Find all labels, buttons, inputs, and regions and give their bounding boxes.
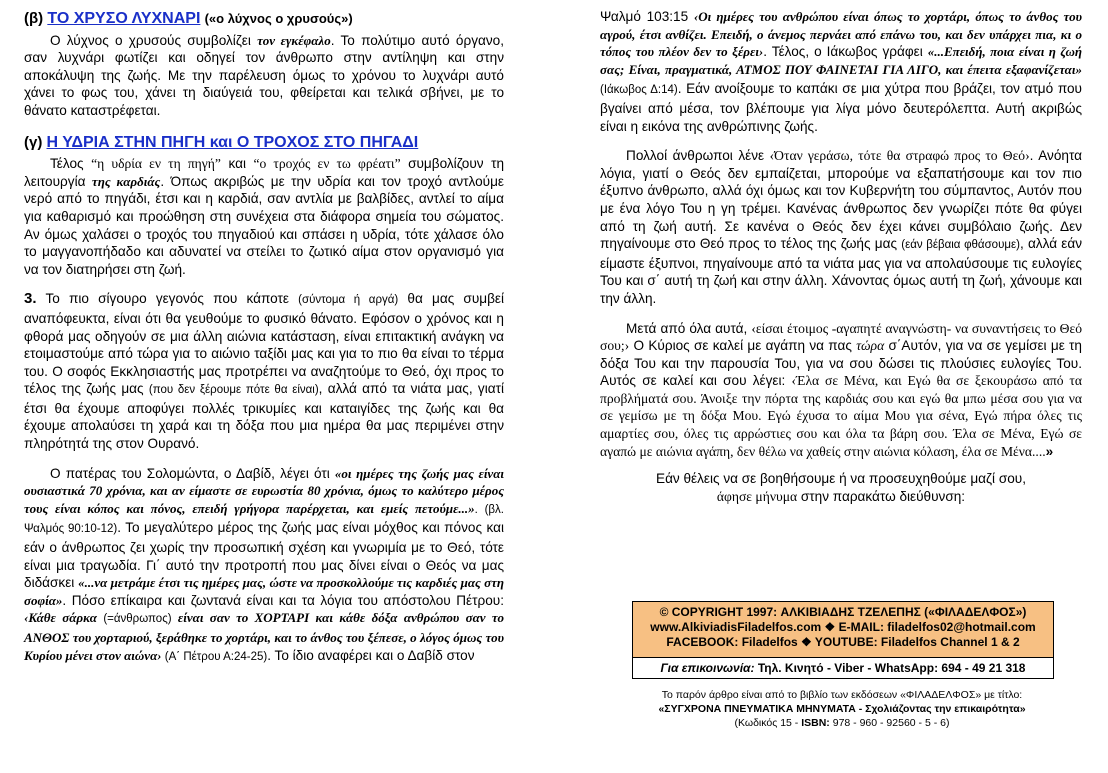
section-g-number: (γ) [24,133,43,151]
left-column [24,8,504,666]
social-line: FACEBOOK: Filadelfos ❖ YOUTUBE: Filadelfos Channel 1 & 2 [666,635,1020,649]
book-note-title: «ΣΥΓΧΡΟΝΑ ΠΝΕΥΜΑΤΙΚΑ ΜΗΝΥΜΑΤΑ - Σχολιάζοντας την επικαιρότητα» [658,703,1026,715]
book-note [632,688,1052,730]
section-b-paragraph: Ο λύχνος ο χρυσούς συμβολίζει τον εγκέφαλο. Το πολύτιμο αυτό όργανο, σαν λυχνάρι φωτίζει και οδηγεί τον άνθρωπο στην αντίληψη και στην αποκάλυψη της ζωής. Με την παρέλευση όμως το χρόνου το λυχνάρι αυτό χάνει το φως του, χάνει τη διαύγειά του, φθείρεται και τελικά σβήνει, με το θάνατο καταστρέφεται. [24,32,505,118]
right-paragraph-3: Μετά από όλα αυτά, ‹είσαι έτοιμος -αγαπητέ αναγνώστη- να συναντήσεις το Θεό σου;› Ο Κύριος σε καλεί με αγάπη να πας τώρα σ΄Αυτόν, για να σε γεμίσει με τη δόξα Του και την παρουσία Του, για να σου δώσει τις πλούσιες ευλογίες Του. Αυτός σε καλεί και σου λέγει: ‹Έλα σε Μένα, και Εγώ θα σε ξεκουράσω από τα προβλήματά σου. Άνοιξε την πόρτα της καρδιάς σου και εγώ θα μπω μέσα σου για να σε γεμίσω με τη δόξα Μου. Εγώ έχυσα το αίμα Μου για σένα, Εγώ πήρα όλες τις αμαρτίες σου, όλες τις αρρώστιες σου και όλα τα βάρη σου. Έλα σε Μένα, Εγώ σε αγαπώ με αιώνια αγάπη, δεν θέλω να χαθείς στην αιώνια κόλαση, έλα σε Μένα....» [600,320,1082,459]
section-g-paragraph: Τέλος “η υδρία εν τη πηγή” και “ο τροχός εν τω φρέατι” συμβολίζουν τη λειτουργία της καρδιάς. Όπως ακριβώς με την υδρία και τον τροχό αντλούμε νερό από το πηγάδι, έτσι και η καρδιά, σαν αντλία με βαλβίδες, αντλεί το αίμα για καθαρισμό και προώθηση στη συνέχεια στα διάφορα σημεία του σώματος. Αν όμως χαλάσει ο τροχός του πηγαδιού και σπάσει η υδρία, τότε χάλασε όλο το μαγγανοπήδαδο και αδυνατεί να στείλει το ζωτικό αίμα στον οργανισμό για να τον διατηρήσει στη ζωή. [24,156,505,277]
section-b-title: ΤΟ ΧΡΥΣΟ ΛΥΧΝΑΡΙ [47,10,201,27]
contact-box [632,601,1054,679]
copyright-line: © COPYRIGHT 1997: ΑΛΚΙΒΙΑΔΗΣ ΤΖΕΛΕΠΗΣ («ΦΙΛΑΔΕΛΦΟΣ») [659,605,1027,619]
help-line-1: Εάν θέλεις να σε βοηθήσουμε ή να προσευχηθούμε μαζί σου, [656,471,1026,487]
website-email-line: www.AlkiviadisFiladelfos.com ❖ E-MAIL: filadelfos02@hotmail.com [650,620,1036,634]
section-g-title: Η ΥΔΡΙΑ ΣΤΗΝ ΠΗΓΗ και Ο ΤΡΟΧΟΣ ΣΤΟ ΠΗΓΑΔΙ [46,133,419,151]
paragraph-3: 3. Το πιο σίγουρο γεγονός που κάποτε (σύντομα ή αργά) θα μας συμβεί αναπόφευκτα, είναι ότι θα γευθούμε το φυσικό θάνατο. Εφόσον ο χρόνος και η φθορά μας οδηγούν σε μια άλλη αιώνια κατάσταση, είναι επιτακτική ανάγκη να ετοιμαστούμε από τώρα για το αιώνιο ταξίδι μας και για το πιο θα είναι το τέρμα του. Ο σοφός Εκκλησιαστής μας προτρέπει να αναζητούμε το Θεό, όχι προς το τέλος της ζωής μας (που δεν ξέρουμε πότε θα είναι), αλλά από τα νιάτα μας, γιατί έτσι θα έχουμε αποφύγει πολλές τρικυμίες και καταιγίδες της ζωής και θα έχουμε απολαύσει τη χαρά και τη δόξα που μια ημέρα θα μας περιμένει στην πληρότητά της στον Ουρανό. [24,290,505,452]
contact-phone-line: Για επικοινωνία: Τηλ. Κινητό - Viber - WhatsApp: 694 - 49 21 318 [633,657,1053,678]
paragraph-4: Ο πατέρας του Σολομώντα, ο Δαβίδ, λέγει ότι «οι ημέρες της ζωής μας είναι ουσιαστικά 70 χρόνια, και αν είμαστε σε ευρωστία 80 χρόνια, όμως το καλύτερο μέρος τους είναι κόπος και πόνος, επειδή γρήγορα παρέρχεται, και εμείς πετούμε...». (βλ. Ψαλμός 90:10-12). Το μεγαλύτερο μέρος της ζωής μας είναι μόχθος και πόνος και εάν ο άνθρωπος ζει χωρίς την προσωπική σχέση και γνωριμία με το Θεό, τότε είναι μια τραγωδία. Γι΄ αυτό την προτροπή που μας δίνει είναι ο Θεός να μας διδάσκει «...να μετράμε έτσι τις ημέρες μας, ώστε να προσκολλούμε τις καρδιές μας στη σοφία». Πόσο επίκαιρα και ζωντανά είναι και τα λόγια του απόστολου Πέτρου: ‹Κάθε σάρκα (=άνθρωπος) είναι σαν το ΧΟΡΤΑΡΙ και κάθε δόξα ανθρώπου σαν το ΑΝΘΟΣ του χορταριού, ξεράθηκε το χορτάρι, και το άνθος του ξέπεσε, ο λόγος όμως του Κυρίου μένει στον αιώνα› (Α΄ Πέτρου Α:24-25). Το ίδιο αναφέρει και ο Δαβίδ στον [24,465,505,663]
right-paragraph-1: Ψαλμό 103:15 ‹Οι ημέρες του ανθρώπου είναι όπως το χορτάρι, όπως το άνθος του αγρού, έτσι ανθίζει. Επειδή, ο άνεμος περνάει από επάνω του, και δεν υπάρχει πια, κι ο τόπος του πλέον δεν το ξέρει›. Τέλος, ο Ιάκωβος γράφει «...Επειδή, ποια είναι η ζωή σας; Είναι, πραγματικά, ΑΤΜΟΣ ΠΟΥ ΦΑΙΝΕΤΑΙ ΓΙΑ ΛΙΓΟ, και έπειτα εξαφανίζεται» (Ιάκωβος Δ:14). Εάν ανοίξουμε το καπάκι σε μια χύτρα που βράζει, τον ατμό που βγαίνει από μέσα, τον βλέπουμε για λίγα μόνο δευτερόλεπτα. Αυτή ακριβώς είναι η εικόνα της ανθρώπινης ζωής. [600,9,1082,134]
book-note-line-1: Το παρόν άρθρο είναι από το βιβλίο των εκδόσεων «ΦΙΛΑΔΕΛΦΟΣ» με τίτλο: [661,689,1023,701]
section-b-subtitle: («ο λύχνος ο χρυσούς») [204,11,353,26]
help-line-2: άφησε μήνυμα στην παρακάτω διεύθυνση: [716,488,966,504]
section-g-heading [24,134,504,152]
section-b-number: (β) [24,10,44,27]
right-paragraph-2: Πολλοί άνθρωποι λένε ‹Όταν γεράσω, τότε θα στραφώ προς το Θεό›. Ανόητα λόγια, γιατί ο Θεός δεν εμπαίζεται, μπορούμε να εξαπατήσουμε και τον πιο έξυπνο άνθρωπο, αλλά όχι όμως και τον Κυβερνήτη του σύμπαντος, Αυτόν που με ένα λόγο Του η γη τρέμει. Κανένας άνθρωπος δεν γνωρίζει πότε θα φύγει από τη ζωή αυτή. Σε κανένα ο Θεός δεν έχει κάνει συμβόλαιο ζωής. Δεν πηγαίνουμε στο Θεό προς το τέλος της ζωής μας (εάν βέβαια φθάσουμε), αλλά εάν είμαστε έξυπνοι, πηγαίνουμε από τα νιάτα μας για να απολαύσουμε τις ευλογίες Του και σ΄ αυτή τη ζωή και στην άλλη. Χάνοντας όμως αυτή τη ζωή, χάνουμε και την άλλη. [600,148,1082,306]
book-note-isbn: (Κωδικός 15 - ISBN: 978 - 960 - 92560 - 5 - 6) [734,717,950,729]
section-b-heading [24,10,504,28]
right-column [600,8,1082,505]
